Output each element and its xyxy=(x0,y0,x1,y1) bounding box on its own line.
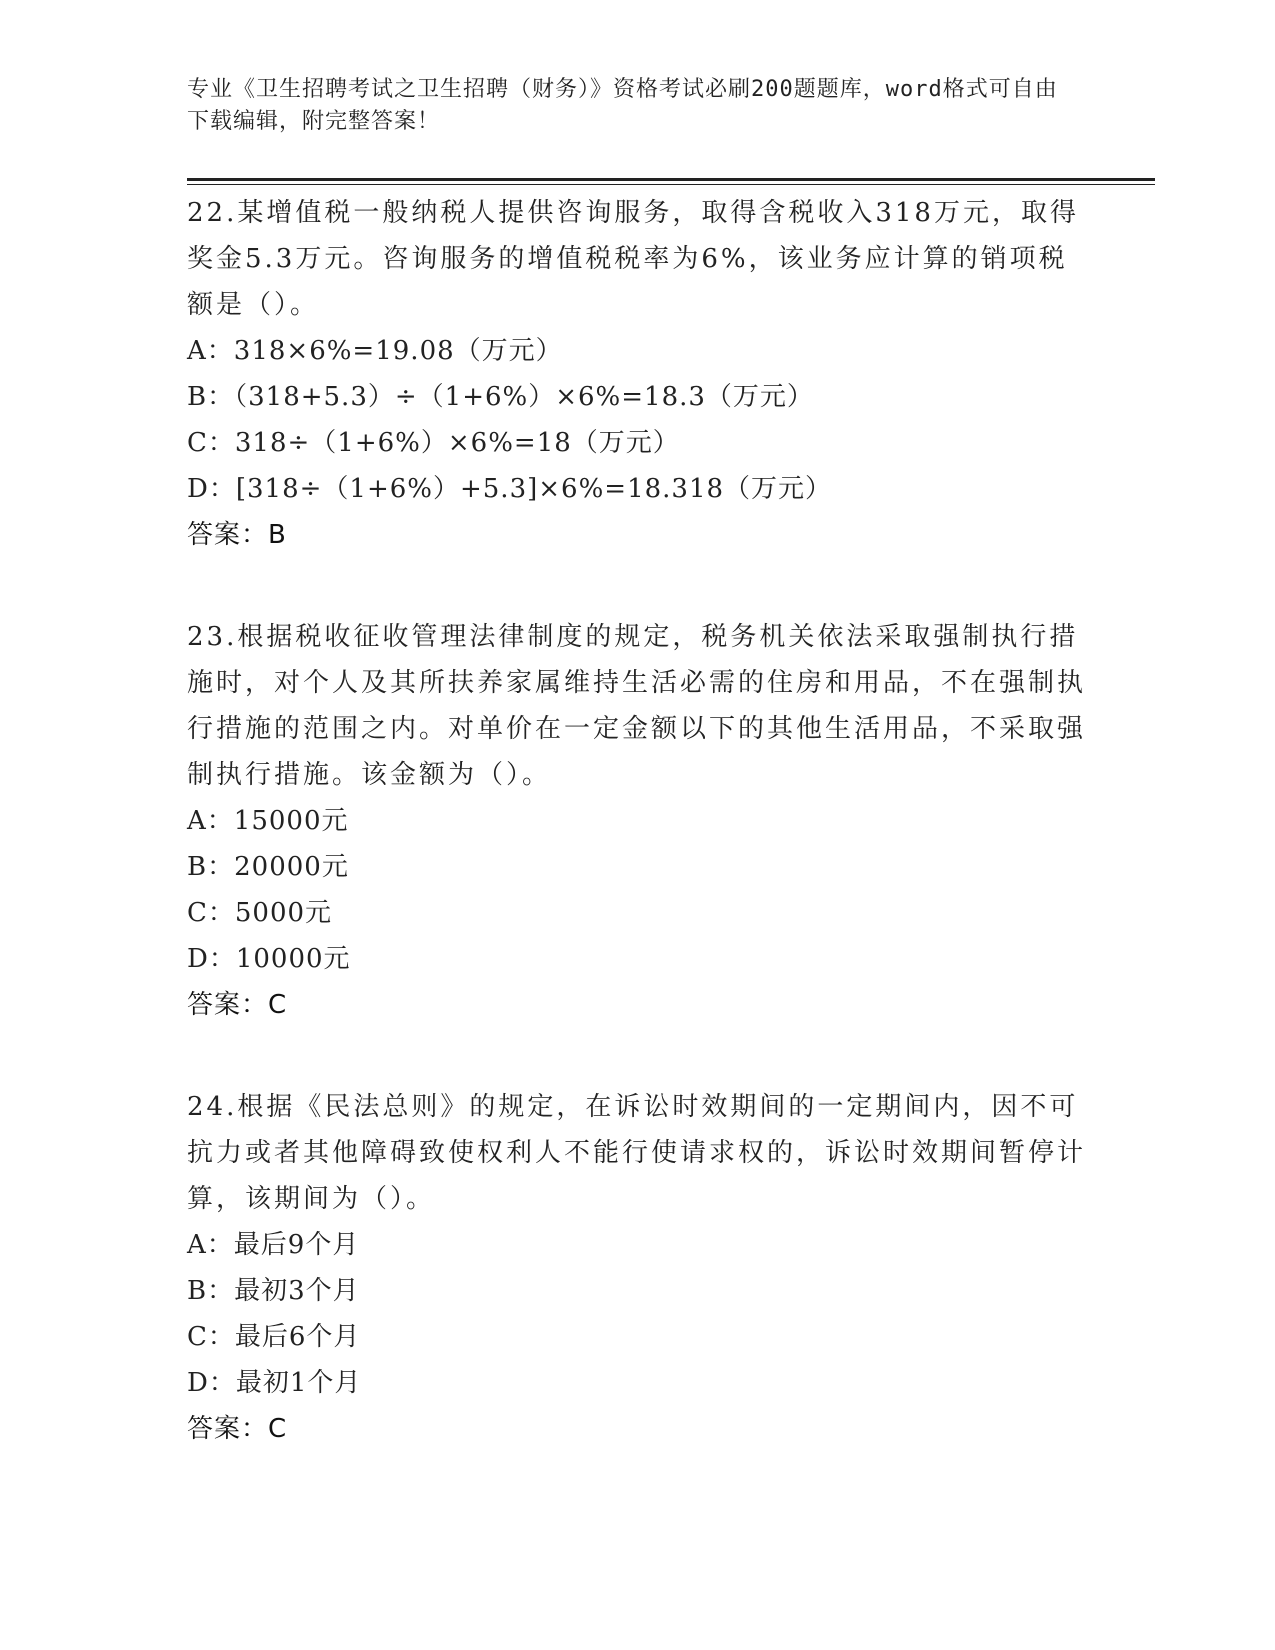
question-22 xyxy=(187,190,1087,558)
option-b: B：最初3个月 xyxy=(187,1276,360,1306)
answer-line: 答案：B xyxy=(187,520,287,550)
question-stem: 24.根据《民法总则》的规定，在诉讼时效期间的一定期间内，因不可抗力或者其他障碍致使权利人不能行使请求权的，诉讼时效期间暂停计算，该期间为（）。 xyxy=(187,1092,1087,1214)
option-b: B：（318+5.3）÷（1+6%）×6%=18.3（万元） xyxy=(187,382,814,412)
option-d: D：[318÷（1+6%）+5.3]×6%=18.318（万元） xyxy=(187,474,833,504)
option-a: A：15000元 xyxy=(187,806,349,836)
answer-line: 答案：C xyxy=(187,1414,288,1444)
question-stem: 22.某增值税一般纳税人提供咨询服务，取得含税收入318万元，取得奖金5.3万元。咨询服务的增值税税率为6%，该业务应计算的销项税额是（）。 xyxy=(187,198,1079,320)
question-23 xyxy=(187,614,1087,1028)
header-divider-thin xyxy=(187,184,1155,185)
option-a: A：最后9个月 xyxy=(187,1230,360,1260)
answer-line: 答案：C xyxy=(187,990,288,1020)
header-divider-thick xyxy=(187,178,1155,181)
option-d: D：10000元 xyxy=(187,944,351,974)
option-c: C：5000元 xyxy=(187,898,333,928)
document-header: 专业《卫生招聘考试之卫生招聘（财务）》资格考试必刷200题题库，word格式可自由下载编辑，附完整答案！ xyxy=(187,77,1058,134)
option-a: A：318×6%=19.08（万元） xyxy=(187,336,563,366)
option-b: B：20000元 xyxy=(187,852,349,882)
question-24 xyxy=(187,1084,1087,1452)
question-stem: 23.根据税收征收管理法律制度的规定，税务机关依法采取强制执行措施时，对个人及其所扶养家属维持生活必需的住房和用品，不在强制执行措施的范围之内。对单价在一定金额以下的其他生活用品，不采取强制执行措施。该金额为（）。 xyxy=(187,622,1087,790)
question-list xyxy=(187,190,1087,1508)
option-d: D：最初1个月 xyxy=(187,1368,362,1398)
option-c: C：318÷（1+6%）×6%=18（万元） xyxy=(187,428,680,458)
option-c: C：最后6个月 xyxy=(187,1322,361,1352)
